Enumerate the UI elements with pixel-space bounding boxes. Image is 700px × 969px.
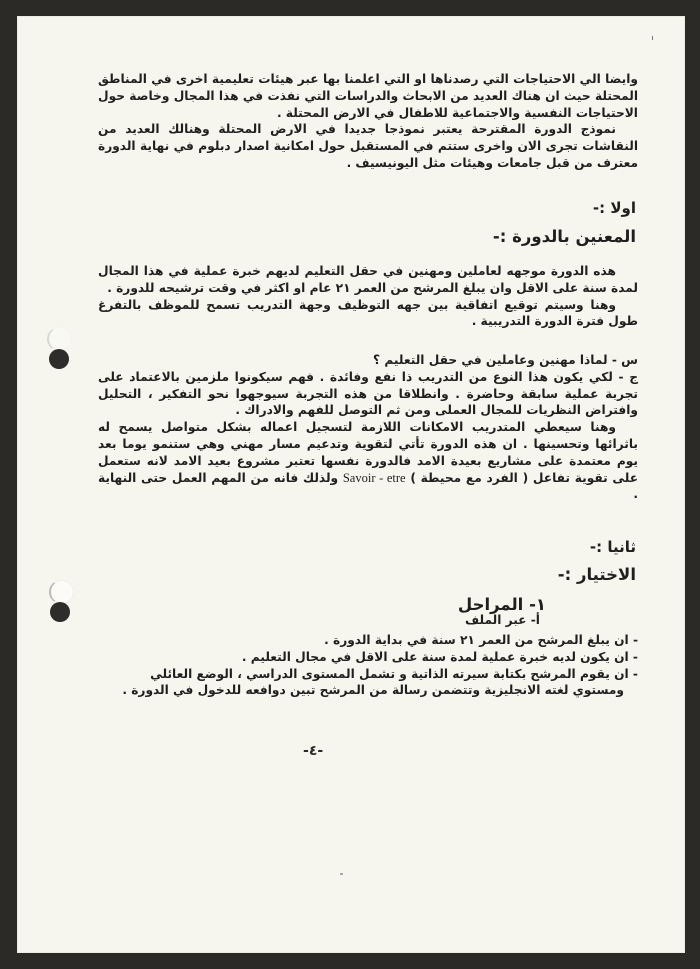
scan-speck	[652, 36, 653, 40]
punch-hole-shadow-bottom	[49, 580, 74, 604]
criteria-item-2: - ان يكون لديه خبرة عملية لمدة سنة على الاقل في مجال التعليم .	[241, 649, 638, 664]
criteria-item-3: - ان يقوم المرشح بكتابة سيرته الذاتية و تشمل المستوى الدراسي ، الوضع العائلي	[150, 666, 638, 681]
stages-subheading: ١- المراحل	[457, 595, 546, 614]
section-1-number: اولا :-	[592, 199, 636, 217]
punch-hole-bottom	[50, 602, 70, 622]
savoir-etre-term: Savoir - etre	[342, 470, 406, 485]
page-number: -٤-	[303, 743, 324, 759]
paragraph-3-text-b: ولذلك فانه من المهم العمل حتى النهاية .	[98, 470, 638, 502]
qa-block	[98, 352, 638, 503]
criteria-item-3-continuation: ومستوي لغته الانجليزية وتتضمن رسالة من المرشح تبين دوافعه للدخول في الدورة .	[122, 683, 624, 698]
section-1-paragraph-1: هذه الدورة موجهه لعاملين ومهنين في حقل التعليم لديهم خبرة عملية في هذا المجال لمدة سنة على الاقل وان يبلغ المرشح من العمر ٢١ عام او اكثر في وقت ترشيحه للدورة .	[98, 264, 638, 295]
section-2-number: ثانيا :-	[589, 538, 636, 556]
section-1-title: المعنين بالدورة :-	[492, 227, 636, 246]
criteria-list	[98, 632, 638, 699]
section-1-paragraph-2: وهنا وسيتم توقيع اتفاقية بين جهه التوظيف وجهة التدريب تسمح للموظف بالتفرغ طول فترة الدورة التدريبية .	[98, 297, 638, 329]
intro-block	[98, 71, 638, 172]
section-2-title: الاختيار :-	[557, 565, 636, 584]
answer: ج - لكي يكون هذا النوع من التدريب ذا نفع وفائدة . فهم سيكونوا ملزمين بالاعتماد على تجربة عملية سابقة وحاضرة . وانطلاقا من هذه التجربة سيوجهوا نحو التفكير ، التحليل وافتراض النظريات للمجال العملى ومن ثم التوصل للفهم والادراك .	[98, 369, 638, 418]
via-file-subheading: أ- عبر الملف	[464, 613, 540, 627]
punch-hole-shadow-top	[47, 327, 72, 351]
punch-hole-top	[49, 349, 69, 369]
paragraph-3-text-a: وهنا سيعطي المتدريب الامكانات اللازمة لتسجيل اعماله بشكل متواصل يسمح له باثرائها وتحسينها . ان هذه الدورة تأتي لتقوية وتدعيم مسار مهني وهي ستنمو يوما بعد يوم معتمدة على مشاريع بعيدة الامد فالدورة نفسها تعتبر مشروع بعيد الامد لانه ستعمل على تقوية تفاعل ( الفرد مع محيطة )	[98, 420, 639, 485]
section-1-block	[98, 263, 638, 330]
question: س - لماذا مهنين وعاملين في حقل التعليم ؟	[373, 353, 638, 367]
criteria-item-1: - ان يبلغ المرشح من العمر ٢١ سنة في بداية الدورة .	[324, 633, 638, 647]
intro-paragraph-1: وايضا الي الاحتياجات التي رصدناها او التي اعلمنا بها عبر هيئات تعليمية اخرى في المناطق المحتلة حيث ان هناك العديد من الابحاث والدراسات التي نفذت في هذا المجال وخاصة حول الاحتياجات النفسية والاجتماعية للاطفال في الارض المحتلة .	[98, 72, 638, 120]
section-1-paragraph-3	[98, 419, 638, 503]
intro-paragraph-2: نموذج الدورة المقترحة يعتبر نموذجا جديدا في الارض المحتلة وهنالك العديد من النقاشات تجرى الان واخرى ستتم في المستقبل حول امكانية اصدار دبلوم في نهاية الدورة معترف من قبل جامعات وهيئات مثل اليونيسيف .	[98, 122, 638, 170]
scan-speck	[340, 873, 343, 875]
